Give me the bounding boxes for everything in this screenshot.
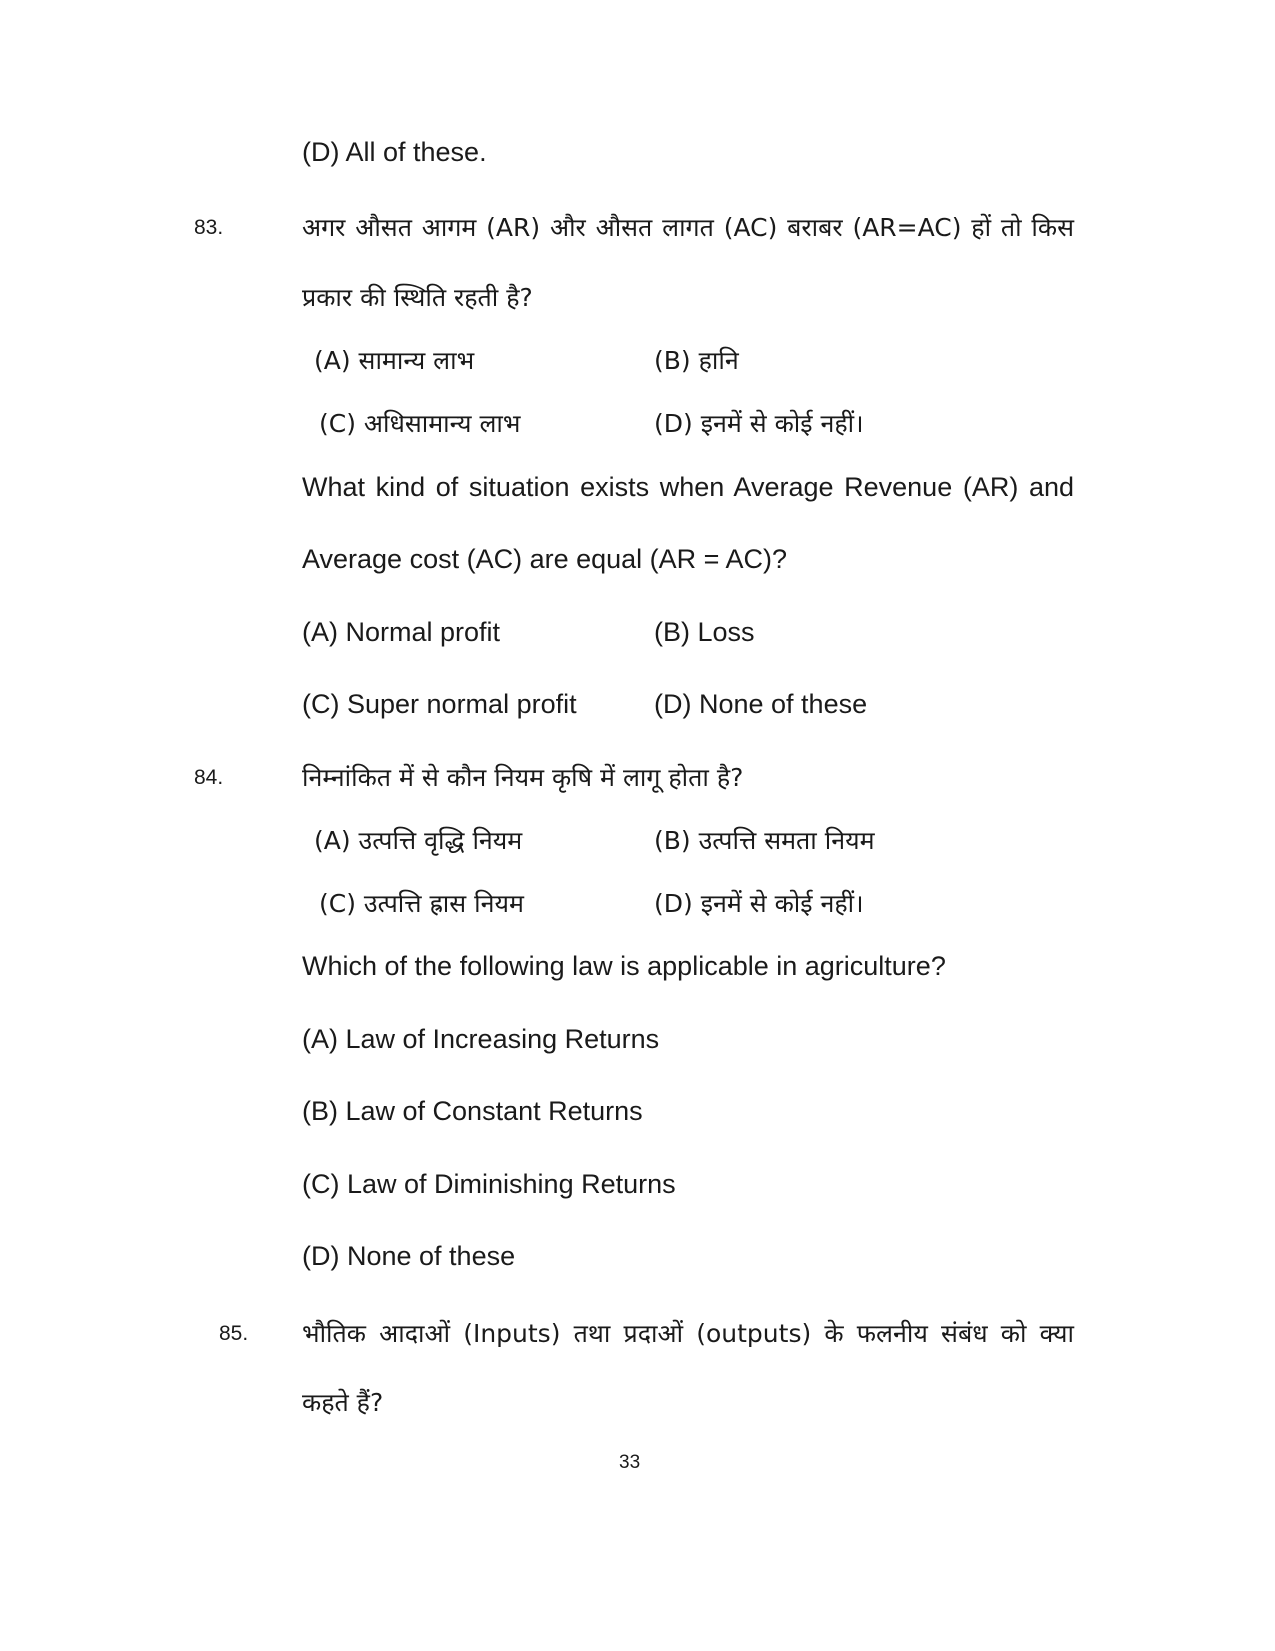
question-number-85: 85.	[219, 1322, 249, 1345]
q83-hindi-option-c: (C) अधिसामान्य लाभ	[319, 409, 521, 438]
q84-hindi-text-line1: निम्नांकित में से कौन नियम कृषि में लागू होता है?	[302, 763, 744, 792]
q84-english-text-line1: Which of the following law is applicable in agriculture?	[302, 951, 946, 981]
q84-hindi-option-a: (A) उत्पत्ति वृद्धि नियम	[314, 826, 523, 855]
q83-english-text-line1: What kind of situation exists when Average Revenue (AR) and	[302, 472, 1074, 502]
question-number-83: 83.	[194, 216, 224, 239]
previous-question-option-d: (D) All of these.	[302, 137, 487, 167]
page-number: 33	[619, 1452, 641, 1473]
q83-english-option-c: (C) Super normal profit	[302, 689, 577, 719]
q83-hindi-option-b: (B) हानि	[654, 346, 739, 375]
q83-english-text-line2: Average cost (AC) are equal (AR = AC)?	[302, 544, 787, 574]
q84-english-option-d: (D) None of these	[302, 1241, 516, 1271]
q83-hindi-option-d: (D) इनमें से कोई नहीं।	[654, 409, 864, 438]
q84-hindi-option-d: (D) इनमें से कोई नहीं।	[654, 889, 864, 918]
q84-english-option-c: (C) Law of Diminishing Returns	[302, 1169, 676, 1199]
q83-english-option-d: (D) None of these	[654, 689, 868, 719]
q83-english-option-b: (B) Loss	[654, 617, 755, 647]
q84-english-option-a: (A) Law of Increasing Returns	[302, 1024, 660, 1054]
question-number-84: 84.	[194, 766, 224, 789]
q84-hindi-option-b: (B) उत्पत्ति समता नियम	[654, 826, 875, 855]
q85-hindi-text-line1: भौतिक आदाओं (Inputs) तथा प्रदाओं (outputs) के फलनीय संबंध को क्या	[302, 1319, 1074, 1348]
q83-hindi-text-line1: अगर औसत आगम (AR) और औसत लागत (AC) बराबर (AR=AC) हों तो किस	[302, 213, 1074, 242]
q85-hindi-text-line2: कहते हैं?	[302, 1388, 384, 1417]
q84-hindi-option-c: (C) उत्पत्ति ह्रास नियम	[319, 889, 524, 918]
q83-hindi-option-a: (A) सामान्य लाभ	[314, 346, 475, 375]
q83-hindi-text-line2: प्रकार की स्थिति रहती है?	[302, 283, 533, 312]
q83-english-option-a: (A) Normal profit	[302, 617, 501, 647]
q84-english-option-b: (B) Law of Constant Returns	[302, 1096, 643, 1126]
